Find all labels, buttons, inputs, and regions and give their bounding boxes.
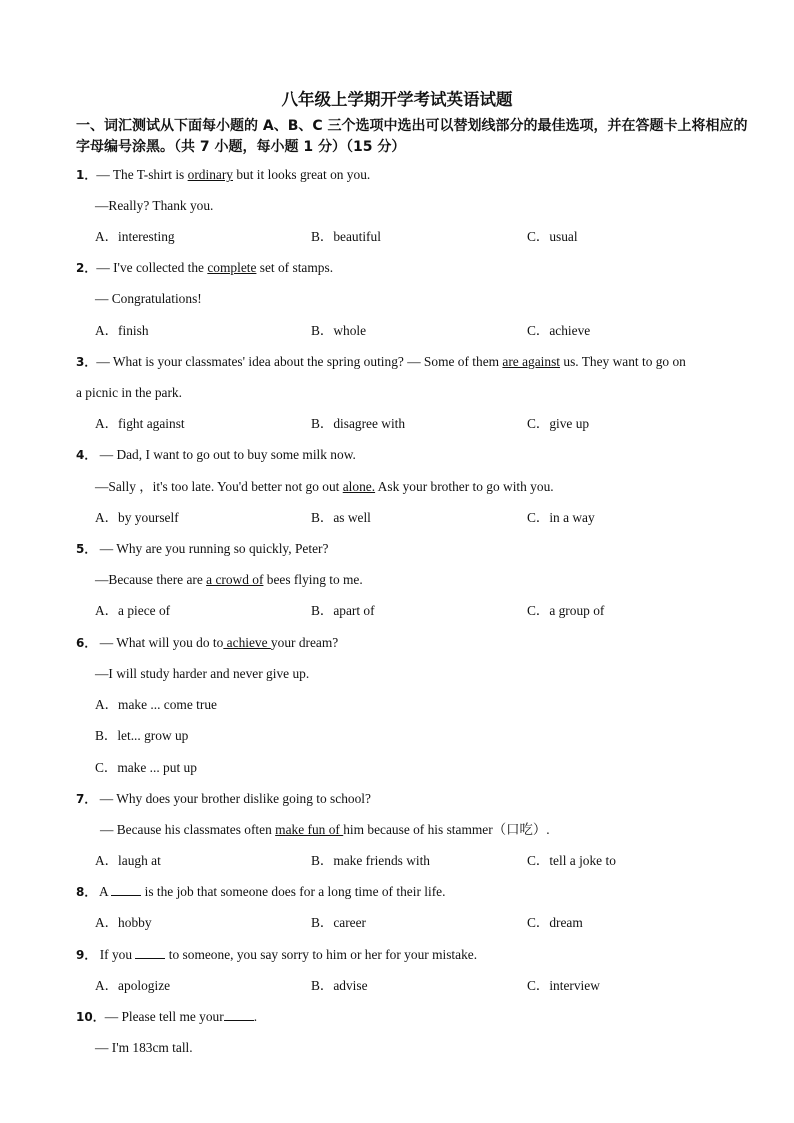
question-10: 10．— Please tell me your .	[76, 1009, 258, 1024]
q1-option-c[interactable]: C．usual	[527, 229, 578, 244]
q2-option-c[interactable]: C．achieve	[527, 323, 591, 338]
question-number: 10．	[76, 1010, 105, 1024]
q8-option-b[interactable]: B．career	[311, 915, 367, 930]
q6-option-a[interactable]: A．make ... come true	[95, 697, 217, 712]
question-6-reply: —I will study harder and never give up.	[95, 666, 310, 681]
question-2-reply: — Congratulations!	[95, 291, 202, 306]
question-10-reply: — I'm 183cm tall.	[95, 1040, 193, 1055]
question-7: 7． — Why does your brother dislike going to school?	[76, 791, 371, 806]
q4-option-c[interactable]: C．in a way	[527, 510, 595, 525]
question-number: 2．	[76, 261, 97, 275]
question-number: 1．	[76, 168, 97, 182]
underlined-word: are against	[502, 354, 561, 369]
underlined-word: make fun of	[275, 822, 344, 837]
q9-option-b[interactable]: B．advise	[311, 978, 368, 993]
question-2: 2．— I've collected the complete set of stamps.	[76, 260, 334, 275]
question-1: 1．— The T-shirt is ordinary but it looks great on you.	[76, 167, 371, 182]
underlined-word: complete	[207, 260, 257, 275]
q7-option-c[interactable]: C．tell a joke to	[527, 853, 616, 868]
answer-blank	[111, 883, 141, 896]
question-number: 3．	[76, 355, 97, 369]
q9-option-c[interactable]: C．interview	[527, 978, 600, 993]
question-9: 9． If you to someone, you say sorry to him or her for your mistake.	[76, 947, 478, 962]
question-number: 5．	[76, 542, 97, 556]
q5-option-b[interactable]: B．apart of	[311, 603, 375, 618]
question-7-reply: — Because his classmates often make fun of him because of his stammer（口吃）.	[100, 822, 550, 837]
q5-option-c[interactable]: C．a group of	[527, 603, 605, 618]
underlined-word: alone.	[342, 479, 376, 494]
underlined-word: ordinary	[187, 167, 233, 182]
answer-blank	[224, 1008, 254, 1021]
q1-option-b[interactable]: B．beautiful	[311, 229, 381, 244]
q5-option-a[interactable]: A．a piece of	[95, 603, 171, 618]
q3-option-c[interactable]: C．give up	[527, 416, 590, 431]
question-3: 3．— What is your classmates' idea about the spring outing? — Some of them are against us. They want to go on	[76, 354, 686, 369]
question-4: 4． — Dad, I want to go out to buy some milk now.	[76, 447, 356, 462]
q6-option-b[interactable]: B．let... grow up	[95, 728, 189, 743]
q1-option-a[interactable]: A．interesting	[95, 229, 175, 244]
underlined-word: achieve	[223, 635, 271, 650]
question-4-reply: —Sally ，it's too late. You'd better not go out alone. Ask your brother to go with you.	[95, 479, 554, 494]
question-number: 4．	[76, 448, 97, 462]
q3-option-b[interactable]: B．disagree with	[311, 416, 406, 431]
question-1-reply: —Really? Thank you.	[95, 198, 214, 213]
section-instructions: 一、词汇测试从下面每小题的 A、B、C 三个选项中选出可以替划线部分的最佳选项，并在答题卡上将相应的字母编号涂黑。（共 7 小题，每小题 1 分）（15 分）	[76, 118, 748, 155]
question-6: 6． — What will you do to achieve your dream?	[76, 635, 339, 650]
q6-option-c[interactable]: C．make ... put up	[95, 760, 197, 775]
q9-option-a[interactable]: A．apologize	[95, 978, 171, 993]
answer-blank	[135, 946, 165, 959]
q4-option-b[interactable]: B．as well	[311, 510, 371, 525]
q4-option-a[interactable]: A．by yourself	[95, 510, 179, 525]
q7-option-a[interactable]: A．laugh at	[95, 853, 161, 868]
question-number: 9．	[76, 948, 97, 962]
question-3-continued: a picnic in the park.	[76, 385, 182, 400]
underlined-word: a crowd of	[206, 572, 264, 587]
question-number: 6．	[76, 636, 97, 650]
question-5: 5． — Why are you running so quickly, Peter?	[76, 541, 329, 556]
q3-option-a[interactable]: A．fight against	[95, 416, 185, 431]
question-number: 7．	[76, 792, 97, 806]
q8-option-c[interactable]: C．dream	[527, 915, 583, 930]
question-number: 8．	[76, 885, 97, 899]
q2-option-a[interactable]: A．finish	[95, 323, 149, 338]
q2-option-b[interactable]: B．whole	[311, 323, 367, 338]
q7-option-b[interactable]: B．make friends with	[311, 853, 431, 868]
page-title: 八年级上学期开学考试英语试题	[281, 90, 513, 109]
question-5-reply: —Because there are a crowd of bees flying to me.	[95, 572, 363, 587]
q8-option-a[interactable]: A．hobby	[95, 915, 152, 930]
question-8: 8． A is the job that someone does for a long time of their life.	[76, 884, 446, 899]
